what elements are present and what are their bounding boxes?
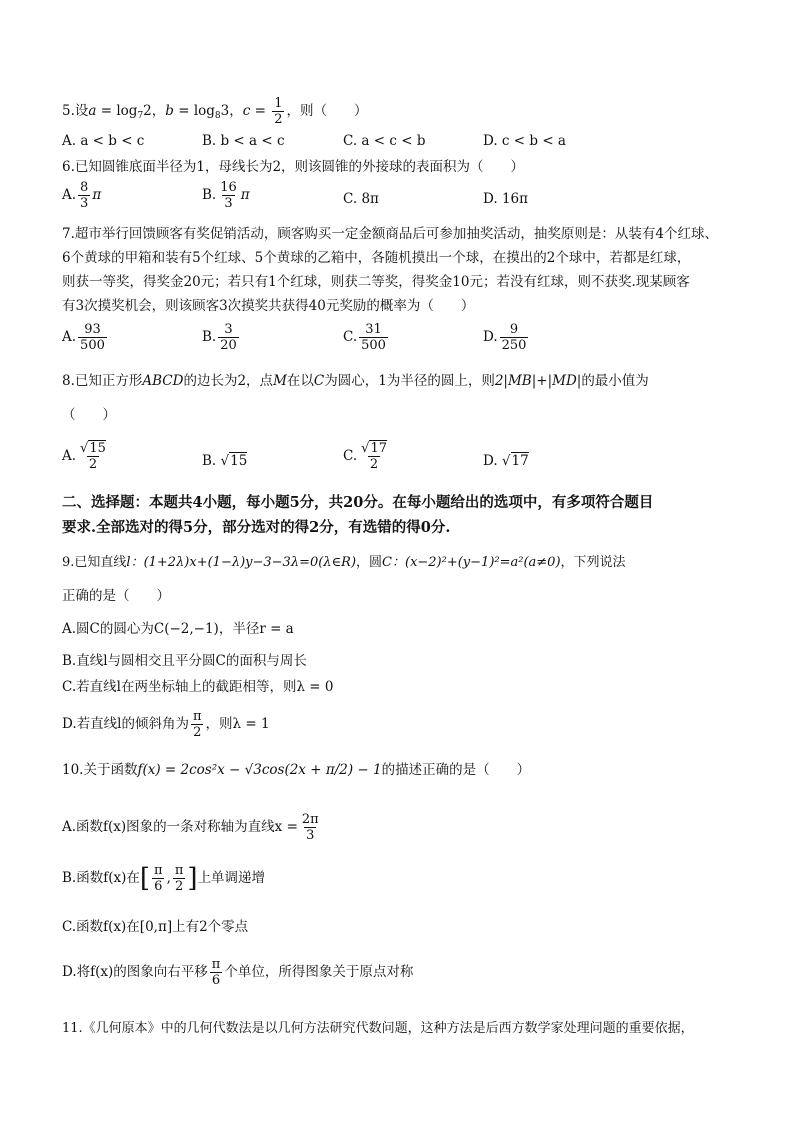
q7-line-4: 有3次摸奖机会，则该顾客3次摸奖共获得40元奖励的概率为（ ）	[62, 298, 475, 314]
q10-option-a[interactable]: A.函数f(x)图象的一条对称轴为直线x = $\frac{2\pi}{3}$	[62, 812, 319, 843]
q8-option-a[interactable]: A. $\frac{√15}{2}$	[62, 441, 106, 472]
q6-option-d[interactable]: D. 16π	[483, 191, 528, 207]
q5-prefix: 5.设	[62, 103, 89, 119]
q9-option-a[interactable]: A.圆C的圆心为C(−2,−1)，半径r = a	[62, 621, 294, 637]
q5-stem: 5.设$a = \log_72$，$b = \log_83$，c = $\frac{1}{2}$ ，则（ ）	[62, 96, 368, 127]
q5-option-d[interactable]: D. c < b < a	[483, 133, 566, 149]
q8-option-b[interactable]: B. √15	[202, 453, 248, 469]
q5-option-b[interactable]: B. b < a < c	[202, 133, 285, 149]
section-2-heading-line-2: 要求.全部选对的得5分，部分选对的得2分，有选错的得0分.	[62, 519, 451, 536]
q7-option-c[interactable]: C. $\frac{31}{500}$	[343, 322, 386, 353]
q10-option-b[interactable]: B.函数f(x)在[ $\frac{\pi}{6}$ , $\frac{\pi}{2}$ ]上单调递增	[62, 863, 266, 894]
q7-option-b[interactable]: B. $\frac{3}{20}$	[202, 322, 237, 353]
q5-c-fraction: $\frac{1}{2}$	[274, 96, 283, 127]
q10-stem: 10.关于函数f(x) = 2cos²x − √3cos(2x + π/2) − 1的描述正确的是（ ）	[62, 762, 531, 778]
q10-option-d[interactable]: D.将f(x)的图象向右平移 $\frac{\pi}{6}$ 个单位，所得图象关于原点对称	[62, 957, 414, 988]
q7-line-2: 6个黄球的甲箱和装有5个红球、5个黄球的乙箱中，各随机摸出一个球，在摸出的2个球中，若都是红球，	[62, 250, 691, 266]
q9-option-d[interactable]: D.若直线l的倾斜角为 $\frac{\pi}{2}$ ，则λ = 1	[62, 709, 270, 740]
q6-stem: 6.已知圆锥底面半径为1，母线长为2，则该圆锥的外接球的表面积为（ ）	[62, 159, 525, 175]
q6-option-a[interactable]: A. $\frac{8}{3}$ π	[62, 180, 102, 211]
q7-line-1: 7.超市举行回馈顾客有奖促销活动，顾客购买一定金额商品后可参加抽奖活动，抽奖原则是：从装有4个红球、	[62, 226, 718, 242]
q9-option-b[interactable]: B.直线l与圆相交且平分圆C的面积与周长	[62, 653, 307, 669]
q5-option-a[interactable]: A. a < b < c	[62, 133, 145, 149]
section-2-heading-line-1: 二、选择题：本题共4小题，每小题5分，共20分。在每小题给出的选项中，有多项符合题目	[62, 494, 654, 511]
q5-option-c[interactable]: C. a < c < b	[343, 133, 426, 149]
q7-line-3: 则获一等奖，得奖金20元；若只有1个红球，则获二等奖，得奖金10元；若没有红球，则不获奖.现某顾客	[62, 274, 690, 290]
q9-stem: 9.已知直线l：(1+2λ)x+(1−λ)y−3−3λ=0(λ∈R)，圆C：(x−2)²+(y−1)²=a²(a≠0)，下列说法	[62, 555, 626, 570]
q8-line-2: （ ）	[62, 407, 116, 423]
q8-option-d[interactable]: D. √17	[483, 453, 529, 469]
q11-line-1: 11.《几何原本》中的几何代数法是以几何方法研究代数问题，这种方法是后西方数学家处理问题的重要依据，	[62, 1021, 694, 1036]
q5-suffix: ，则（ ）	[286, 103, 368, 119]
q8-line-1: 8.已知正方形ABCD的边长为2，点M在以C为圆心，1为半径的圆上，则2|MB|+|MD|的最小值为	[62, 373, 649, 389]
q7-option-a[interactable]: A. $\frac{93}{500}$	[62, 322, 105, 353]
q9-option-c[interactable]: C.若直线l在两坐标轴上的截距相等，则λ = 0	[62, 679, 334, 695]
q7-option-d[interactable]: D. $\frac{9}{250}$	[483, 322, 527, 353]
q8-option-c[interactable]: C. $\frac{√17}{2}$	[343, 441, 387, 472]
q9-line-2: 正确的是（ ）	[62, 588, 170, 604]
q6-option-b[interactable]: B. $\frac{16}{3}$ π	[202, 180, 250, 211]
q6-option-c[interactable]: C. 8π	[343, 191, 379, 207]
q10-option-c[interactable]: C.函数f(x)在[0,π]上有2个零点	[62, 919, 249, 935]
